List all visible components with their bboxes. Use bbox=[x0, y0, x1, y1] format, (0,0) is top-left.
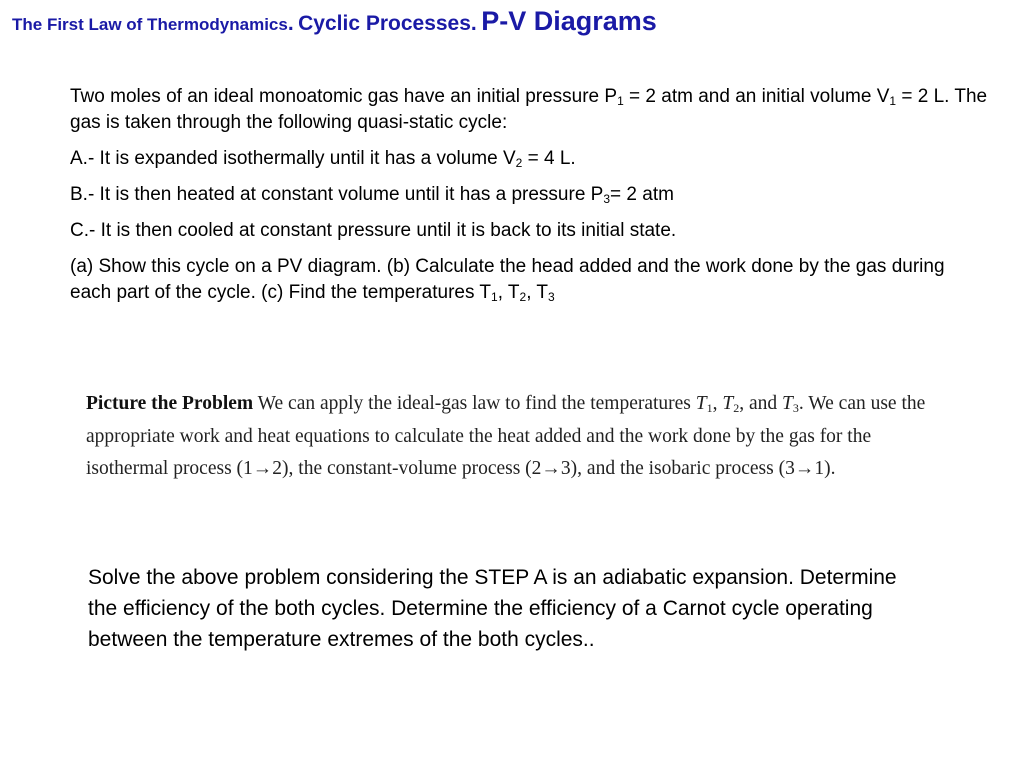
problem-statement bbox=[70, 84, 990, 316]
picture-text-c: . We can use the appropriate work and heat equations to calculate the heat added and the work done by the gas for the isothermal process (1→2), the constant-volume process (2→3), and the isobaric process (3→1). bbox=[86, 393, 926, 479]
picture-t2: T bbox=[722, 393, 734, 414]
picture-text-b: , and bbox=[739, 393, 783, 414]
picture-label: Picture the Problem bbox=[86, 393, 254, 414]
picture-the-problem bbox=[86, 388, 946, 486]
step-c: C.- It is then cooled at constant pressure until it is back to its initial state. bbox=[70, 220, 677, 241]
title-separator: . bbox=[287, 12, 294, 35]
problem-questions bbox=[70, 254, 990, 306]
picture-separator: , bbox=[712, 393, 723, 414]
questions-text-b: , T bbox=[497, 282, 520, 303]
questions-text-a: (a) Show this cycle on a PV diagram. (b) Calculate the head added and the work done by the gas during each part of the cycle. (c) Find the temperatures T bbox=[70, 256, 945, 303]
step-b-subscript: 3 bbox=[603, 192, 611, 206]
picture-text-a: We can apply the ideal-gas law to find the temperatures bbox=[253, 393, 696, 414]
slide-title bbox=[12, 6, 1012, 37]
title-part-1: The First Law of Thermodynamics bbox=[12, 15, 288, 34]
picture-t1: T bbox=[695, 393, 707, 414]
step-a-subscript: 2 bbox=[515, 156, 523, 170]
intro-subscript-2: 1 bbox=[889, 94, 897, 108]
intro-subscript-1: 1 bbox=[617, 94, 624, 108]
questions-subscript-3: 3 bbox=[548, 290, 555, 304]
problem-intro bbox=[70, 84, 990, 136]
step-a-text-a: A.- It is expanded isothermally until it has a volume V bbox=[70, 148, 516, 169]
picture-t1-subscript: 1 bbox=[706, 401, 713, 415]
intro-text-b: = 2 atm and an initial volume V bbox=[623, 86, 890, 107]
step-b-text-b: = 2 atm bbox=[610, 184, 674, 205]
title-part-2: Cyclic Processes. bbox=[298, 12, 477, 35]
step-b bbox=[70, 182, 990, 208]
picture-t3-subscript: 3 bbox=[792, 401, 799, 415]
questions-subscript-1: 1 bbox=[491, 290, 498, 304]
questions-text-c: , T bbox=[526, 282, 549, 303]
picture-t3: T bbox=[782, 393, 793, 414]
title-part-3: P-V Diagrams bbox=[481, 6, 657, 36]
additional-task: Solve the above problem considering the STEP A is an adiabatic expansion. Determine the efficiency of the both cycles. Determine the efficiency of a Carnot cycle operating between the temperature extremes of the both cycles.. bbox=[88, 566, 897, 651]
step-a-text-b: = 4 L. bbox=[522, 148, 576, 169]
questions-subscript-2: 2 bbox=[519, 290, 527, 304]
intro-text-a: Two moles of an ideal monoatomic gas have an initial pressure P bbox=[70, 86, 618, 107]
step-b-text-a: B.- It is then heated at constant volume until it has a pressure P bbox=[70, 184, 604, 205]
step-a bbox=[70, 146, 990, 172]
intro-text-c: = 2 L. The gas is taken through the following quasi-static cycle: bbox=[70, 86, 988, 133]
picture-t2-subscript: 2 bbox=[733, 401, 740, 415]
